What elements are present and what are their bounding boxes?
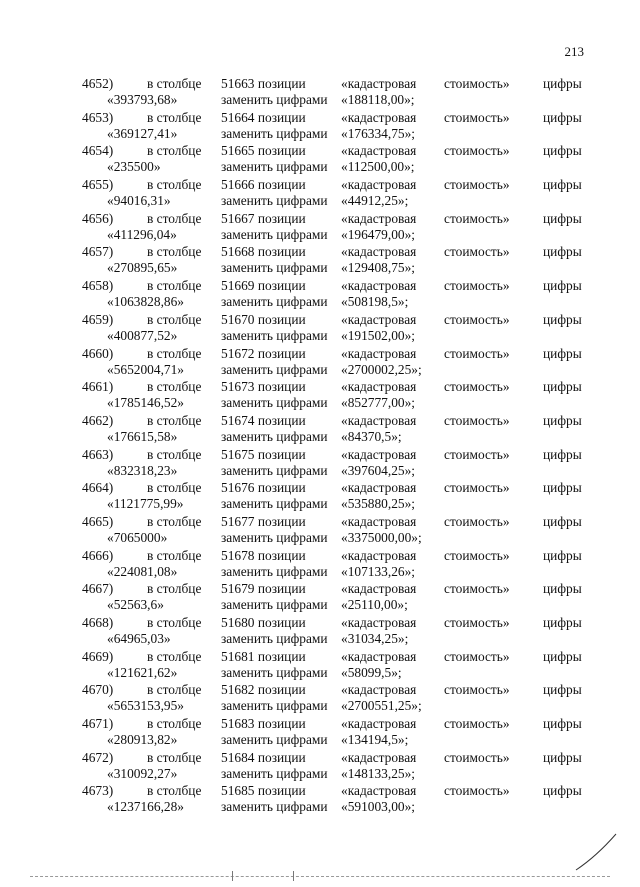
list-item xyxy=(0,312,640,346)
old-value: «94016,31» xyxy=(107,193,171,209)
digits-label: цифры xyxy=(543,311,582,327)
list-item xyxy=(0,682,640,716)
replace-label: заменить цифрами xyxy=(221,597,328,613)
position-label xyxy=(221,244,306,260)
entry-number: 4656) xyxy=(82,210,114,226)
entry-number: 4667) xyxy=(82,581,114,597)
column-number: 51675 xyxy=(221,446,255,462)
replace-label: заменить цифрами xyxy=(221,496,328,512)
new-value: «134194,5»; xyxy=(341,732,409,748)
old-value: «270895,65» xyxy=(107,260,178,276)
cadastral-label: «кадастровая xyxy=(341,446,417,462)
column-number: 51683 xyxy=(221,716,255,732)
list-item xyxy=(0,244,640,278)
replace-label: заменить цифрами xyxy=(221,799,328,815)
column-number: 51679 xyxy=(221,581,255,597)
new-value: «176334,75»; xyxy=(341,125,416,141)
position-label xyxy=(221,514,306,530)
position-label xyxy=(221,548,306,564)
entry-number: 4670) xyxy=(82,682,114,698)
entry-number: 4666) xyxy=(82,547,114,563)
position-label xyxy=(221,581,306,597)
cadastral-label: «кадастровая xyxy=(341,143,417,159)
position-word: позиции xyxy=(257,581,306,597)
position-word: позиции xyxy=(257,109,306,125)
list-item xyxy=(0,447,640,481)
digits-label: цифры xyxy=(543,412,582,428)
new-value: «2700551,25»; xyxy=(341,698,422,714)
position-label xyxy=(221,110,306,126)
replace-label: заменить цифрами xyxy=(221,765,328,781)
in-column-label: в столбце xyxy=(147,480,202,496)
column-number: 51672 xyxy=(221,345,255,361)
column-number: 51668 xyxy=(221,244,255,260)
old-value: «7065000» xyxy=(107,529,168,545)
list-item xyxy=(0,211,640,245)
replace-label: заменить цифрами xyxy=(221,226,328,242)
replace-label: заменить цифрами xyxy=(221,428,328,444)
column-number: 51677 xyxy=(221,513,255,529)
in-column-label: в столбце xyxy=(147,109,202,125)
entry-number: 4672) xyxy=(82,749,114,765)
cadastral-label: «кадастровая xyxy=(341,682,417,698)
column-number: 51682 xyxy=(221,682,255,698)
new-value: «535880,25»; xyxy=(341,496,416,512)
column-number: 51680 xyxy=(221,615,255,630)
cost-label: стоимость» xyxy=(444,412,510,428)
cost-label: стоимость» xyxy=(444,480,510,496)
column-number: 51664 xyxy=(221,109,255,125)
column-number: 51685 xyxy=(221,783,255,799)
position-word: позиции xyxy=(257,716,306,732)
old-value: «5653153,95» xyxy=(107,698,184,714)
cost-label: стоимость» xyxy=(444,210,510,226)
replace-label: заменить цифрами xyxy=(221,361,328,377)
cadastral-label: «кадастровая xyxy=(341,648,417,664)
cadastral-label: «кадастровая xyxy=(341,76,417,91)
new-value: «852777,00»; xyxy=(341,395,416,411)
cadastral-label: «кадастровая xyxy=(341,547,417,563)
position-label xyxy=(221,211,306,227)
replace-label: заменить цифрами xyxy=(221,159,328,175)
cadastral-label: «кадастровая xyxy=(341,581,417,597)
old-value: «1063828,86» xyxy=(107,294,184,310)
in-column-label: в столбце xyxy=(147,311,202,327)
footer-line xyxy=(30,876,610,877)
in-column-label: в столбце xyxy=(147,446,202,462)
old-value: «832318,23» xyxy=(107,462,178,478)
digits-label: цифры xyxy=(543,446,582,462)
position-word: позиции xyxy=(257,177,306,193)
list-item xyxy=(0,480,640,514)
entry-number: 4663) xyxy=(82,446,114,462)
cost-label: стоимость» xyxy=(444,109,510,125)
replace-label: заменить цифрами xyxy=(221,529,328,545)
digits-label: цифры xyxy=(543,109,582,125)
list-item xyxy=(0,548,640,582)
column-number: 51666 xyxy=(221,177,255,193)
new-value: «84370,5»; xyxy=(341,428,402,444)
position-word: позиции xyxy=(257,379,306,395)
cost-label: стоимость» xyxy=(444,749,510,765)
cost-label: стоимость» xyxy=(444,379,510,395)
column-number: 51673 xyxy=(221,379,255,395)
in-column-label: в столбце xyxy=(147,615,202,630)
old-value: «224081,08» xyxy=(107,563,178,579)
cadastral-label: «кадастровая xyxy=(341,379,417,395)
position-label xyxy=(221,447,306,463)
new-value: «196479,00»; xyxy=(341,226,416,242)
old-value: «64965,03» xyxy=(107,631,171,646)
cost-label: стоимость» xyxy=(444,615,510,630)
position-label xyxy=(221,312,306,328)
entry-number: 4654) xyxy=(82,143,114,159)
replace-label: заменить цифрами xyxy=(221,395,328,411)
cost-label: стоимость» xyxy=(444,244,510,260)
list-item xyxy=(0,649,640,683)
cadastral-label: «кадастровая xyxy=(341,480,417,496)
in-column-label: в столбце xyxy=(147,76,202,91)
digits-label: цифры xyxy=(543,581,582,597)
position-word: позиции xyxy=(257,513,306,529)
digits-label: цифры xyxy=(543,345,582,361)
position-word: позиции xyxy=(257,749,306,765)
cost-label: стоимость» xyxy=(444,143,510,159)
new-value: «148133,25»; xyxy=(341,765,416,781)
new-value: «107133,26»; xyxy=(341,563,416,579)
column-number: 51678 xyxy=(221,547,255,563)
digits-label: цифры xyxy=(543,513,582,529)
list-item xyxy=(0,278,640,312)
entry-number: 4661) xyxy=(82,379,114,395)
entry-number: 4659) xyxy=(82,311,114,327)
old-value: «121621,62» xyxy=(107,664,178,680)
list-item xyxy=(0,76,640,110)
cost-label: стоимость» xyxy=(444,581,510,597)
position-label xyxy=(221,177,306,193)
cost-label: стоимость» xyxy=(444,513,510,529)
new-value: «25110,00»; xyxy=(341,597,408,613)
old-value: «5652004,71» xyxy=(107,361,184,377)
list-item xyxy=(0,750,640,784)
digits-label: цифры xyxy=(543,210,582,226)
cadastral-label: «кадастровая xyxy=(341,716,417,732)
list-item xyxy=(0,413,640,447)
column-number: 51670 xyxy=(221,311,255,327)
in-column-label: в столбце xyxy=(147,244,202,260)
entry-number: 4662) xyxy=(82,412,114,428)
cadastral-label: «кадастровая xyxy=(341,749,417,765)
column-number: 51681 xyxy=(221,648,255,664)
position-label xyxy=(221,278,306,294)
position-word: позиции xyxy=(257,278,306,294)
cost-label: стоимость» xyxy=(444,547,510,563)
in-column-label: в столбце xyxy=(147,716,202,732)
entry-number: 4671) xyxy=(82,716,114,732)
old-value: «1237166,28» xyxy=(107,799,184,815)
cadastral-label: «кадастровая xyxy=(341,412,417,428)
old-value: «400877,52» xyxy=(107,327,178,343)
position-word: позиции xyxy=(257,615,306,630)
column-number: 51663 xyxy=(221,76,255,91)
in-column-label: в столбце xyxy=(147,581,202,597)
cost-label: стоимость» xyxy=(444,648,510,664)
position-label xyxy=(221,783,306,799)
footer-tick xyxy=(232,871,233,881)
cadastral-label: «кадастровая xyxy=(341,244,417,260)
column-number: 51684 xyxy=(221,749,255,765)
cost-label: стоимость» xyxy=(444,783,510,799)
in-column-label: в столбце xyxy=(147,783,202,799)
new-value: «591003,00»; xyxy=(341,799,416,815)
old-value: «1785146,52» xyxy=(107,395,184,411)
new-value: «31034,25»; xyxy=(341,631,409,646)
list-item xyxy=(0,514,640,548)
cadastral-label: «кадастровая xyxy=(341,210,417,226)
cadastral-label: «кадастровая xyxy=(341,177,417,193)
digits-label: цифры xyxy=(543,76,582,91)
position-word: позиции xyxy=(257,210,306,226)
entry-number: 4668) xyxy=(82,615,114,630)
position-word: позиции xyxy=(257,311,306,327)
replace-label: заменить цифрами xyxy=(221,563,328,579)
new-value: «191502,00»; xyxy=(341,327,416,343)
entry-number: 4658) xyxy=(82,278,114,294)
entry-number: 4664) xyxy=(82,480,114,496)
entry-number: 4660) xyxy=(82,345,114,361)
position-label xyxy=(221,649,306,665)
cadastral-label: «кадастровая xyxy=(341,783,417,799)
list-item xyxy=(0,177,640,211)
cost-label: стоимость» xyxy=(444,76,510,91)
position-label xyxy=(221,682,306,698)
replace-label: заменить цифрами xyxy=(221,664,328,680)
position-word: позиции xyxy=(257,412,306,428)
in-column-label: в столбце xyxy=(147,547,202,563)
position-word: позиции xyxy=(257,648,306,664)
new-value: «397604,25»; xyxy=(341,462,416,478)
position-label xyxy=(221,379,306,395)
position-label xyxy=(221,480,306,496)
new-value: «129408,75»; xyxy=(341,260,416,276)
entry-number: 4673) xyxy=(82,783,114,799)
cost-label: стоимость» xyxy=(444,278,510,294)
in-column-label: в столбце xyxy=(147,412,202,428)
replace-label: заменить цифрами xyxy=(221,732,328,748)
digits-label: цифры xyxy=(543,749,582,765)
column-number: 51669 xyxy=(221,278,255,294)
page-number: 213 xyxy=(564,44,584,59)
in-column-label: в столбце xyxy=(147,143,202,159)
cadastral-label: «кадастровая xyxy=(341,615,417,630)
digits-label: цифры xyxy=(543,716,582,732)
cost-label: стоимость» xyxy=(444,716,510,732)
digits-label: цифры xyxy=(543,682,582,698)
digits-label: цифры xyxy=(543,615,582,630)
footer-tick xyxy=(293,871,294,881)
column-number: 51667 xyxy=(221,210,255,226)
new-value: «2700002,25»; xyxy=(341,361,422,377)
list-item xyxy=(0,379,640,413)
old-value: «310092,27» xyxy=(107,765,178,781)
list-item xyxy=(0,615,640,649)
entry-number: 4665) xyxy=(82,513,114,529)
position-word: позиции xyxy=(257,682,306,698)
in-column-label: в столбце xyxy=(147,177,202,193)
digits-label: цифры xyxy=(543,278,582,294)
old-value: «235500» xyxy=(107,159,161,175)
replace-label: заменить цифрами xyxy=(221,294,328,310)
position-word: позиции xyxy=(257,547,306,563)
digits-label: цифры xyxy=(543,547,582,563)
position-word: позиции xyxy=(257,480,306,496)
list-item xyxy=(0,143,640,177)
new-value: «3375000,00»; xyxy=(341,529,422,545)
position-label xyxy=(221,716,306,732)
replace-label: заменить цифрами xyxy=(221,462,328,478)
new-value: «508198,5»; xyxy=(341,294,409,310)
digits-label: цифры xyxy=(543,783,582,799)
entry-number: 4669) xyxy=(82,648,114,664)
in-column-label: в столбце xyxy=(147,648,202,664)
old-value: «393793,68» xyxy=(107,92,178,107)
digits-label: цифры xyxy=(543,379,582,395)
replace-label: заменить цифрами xyxy=(221,327,328,343)
old-value: «176615,58» xyxy=(107,428,178,444)
position-word: позиции xyxy=(257,446,306,462)
cost-label: стоимость» xyxy=(444,446,510,462)
position-word: позиции xyxy=(257,345,306,361)
old-value: «411296,04» xyxy=(107,226,177,242)
position-label xyxy=(221,413,306,429)
position-word: позиции xyxy=(257,76,306,91)
list-item xyxy=(0,716,640,750)
position-word: позиции xyxy=(257,244,306,260)
new-value: «112500,00»; xyxy=(341,159,415,175)
cadastral-label: «кадастровая xyxy=(341,109,417,125)
list-item xyxy=(0,110,640,144)
position-word: позиции xyxy=(257,783,306,799)
digits-label: цифры xyxy=(543,177,582,193)
in-column-label: в столбце xyxy=(147,345,202,361)
in-column-label: в столбце xyxy=(147,513,202,529)
list-item xyxy=(0,346,640,380)
cadastral-label: «кадастровая xyxy=(341,278,417,294)
entry-number: 4655) xyxy=(82,177,114,193)
replace-label: заменить цифрами xyxy=(221,698,328,714)
cadastral-label: «кадастровая xyxy=(341,345,417,361)
in-column-label: в столбце xyxy=(147,210,202,226)
digits-label: цифры xyxy=(543,143,582,159)
in-column-label: в столбце xyxy=(147,749,202,765)
digits-label: цифры xyxy=(543,244,582,260)
signature-mark xyxy=(574,832,618,872)
replace-label: заменить цифрами xyxy=(221,631,328,646)
position-word: позиции xyxy=(257,143,306,159)
cadastral-label: «кадастровая xyxy=(341,513,417,529)
position-label xyxy=(221,750,306,766)
position-label xyxy=(221,615,306,631)
in-column-label: в столбце xyxy=(147,278,202,294)
entry-list xyxy=(0,76,640,817)
entry-number: 4652) xyxy=(82,76,114,91)
in-column-label: в столбце xyxy=(147,682,202,698)
old-value: «1121775,99» xyxy=(107,496,184,512)
position-label xyxy=(221,143,306,159)
column-number: 51674 xyxy=(221,412,255,428)
replace-label: заменить цифрами xyxy=(221,260,328,276)
digits-label: цифры xyxy=(543,480,582,496)
old-value: «280913,82» xyxy=(107,732,178,748)
list-item xyxy=(0,581,640,615)
old-value: «52563,6» xyxy=(107,597,164,613)
old-value: «369127,41» xyxy=(107,125,178,141)
list-item xyxy=(0,783,640,817)
cost-label: стоимость» xyxy=(444,311,510,327)
position-label xyxy=(221,76,306,92)
entry-number: 4653) xyxy=(82,109,114,125)
column-number: 51665 xyxy=(221,143,255,159)
replace-label: заменить цифрами xyxy=(221,92,328,107)
cost-label: стоимость» xyxy=(444,345,510,361)
new-value: «188118,00»; xyxy=(341,92,415,107)
replace-label: заменить цифрами xyxy=(221,193,328,209)
new-value: «44912,25»; xyxy=(341,193,409,209)
entry-number: 4657) xyxy=(82,244,114,260)
cadastral-label: «кадастровая xyxy=(341,311,417,327)
position-label xyxy=(221,346,306,362)
cost-label: стоимость» xyxy=(444,682,510,698)
new-value: «58099,5»; xyxy=(341,664,402,680)
digits-label: цифры xyxy=(543,648,582,664)
in-column-label: в столбце xyxy=(147,379,202,395)
column-number: 51676 xyxy=(221,480,255,496)
cost-label: стоимость» xyxy=(444,177,510,193)
replace-label: заменить цифрами xyxy=(221,125,328,141)
